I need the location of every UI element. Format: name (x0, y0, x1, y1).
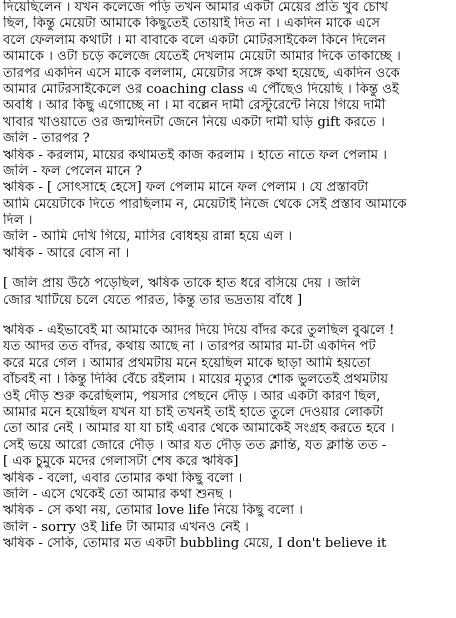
text-line: আমি মেয়েটাকে দিতে পারছিলাম ন, মেয়েটাই নিজে থেকে সেই প্রস্তাব আমাকে (3, 196, 407, 212)
text-line: সেই ভয়ে আরো জোরে দৌড় । আর যত দৌড় তত ক্লান্তি, যত ক্লান্তি তত - (3, 437, 387, 453)
text-line: অবধি । আর কিছু এগোচ্ছে না । মা বল্লেন দামী রেস্টুরেন্টে নিয়ে গিয়ে দামী (3, 98, 386, 114)
text-line: জলি - তারপর ? (3, 131, 90, 147)
text-line: তারপর একদিন এসে মাকে বললাম, মেয়েটার সঙ্গে কথা হয়েছে, একদিন ওকে (3, 65, 400, 81)
text-line: আমাকে । ওটা চড়ে কলেজে যেতেই দেখলাম মেয়েটা আমার দিকে তাকাচ্ছে । (3, 49, 401, 65)
text-line: আমার মোটরসাইকেলে ওর coaching class এ পৌঁছেও দিয়েছি । কিন্তু ওই (3, 81, 399, 97)
text-line: ঋষিক - সে কথা নয়, তোমার love life নিয়ে কিছু বলো । (3, 503, 303, 519)
text-line: [ এক চুমুকে মদের গেলাসটা শেষ করে ঋষিক] (3, 454, 239, 470)
text-line: খাবার খাওয়াতে ওর জন্মদিনটা জেনে নিয়ে একটা দামী ঘড়ি gift করতে । (3, 114, 386, 130)
text-line: ঋষিক - বলো, এবার তোমার কথা কিছু বলো । (3, 470, 243, 486)
text-line: দিল । (3, 213, 33, 229)
text-line: ঋষিক - করলাম, মায়ের কথামতই কাজ করলাম । হাতে নাতে ফল পেলাম । (3, 147, 388, 163)
text-line: ঋষিক - আরে বোস না । (3, 245, 130, 261)
stage-direction (3, 276, 453, 309)
document-page (3, 0, 453, 553)
text-line: বলে ফেললাম কথাটা । মা বাবাকে বলে একটা মোটরসাইকেল কিনে দিলেন (3, 32, 386, 48)
text-line: ঋষিক - এইভাবেই মা আমাকে আদর দিয়ে দিয়ে বাঁদর করে তুলছিল বুঝলে ! (3, 323, 395, 339)
text-line: বাঁচবই না । কিন্তু দিব্বি বেঁচে রইলাম । মায়ের মৃত্যুর শোক ভুলতেই প্রথমটায় (3, 372, 389, 388)
paragraph-gap (3, 309, 453, 323)
text-line: আমার মনে হয়েছিল যখন যা চাই তখনই তাই হাতে তুলে দেওয়ার লোকটা (3, 404, 384, 420)
stage-direction-line: [ জলি প্রায় উঠে পড়েছিল, ঋষিক তাকে হাত ধরে বসিয়ে দেয় । জলি (3, 276, 361, 292)
text-line: ছিল, কিন্তু মেয়েটা আমাকে কিছুতেই তোয়াই দিত না । একদিন মাকে এসে (3, 16, 380, 32)
text-line: ঋষিক - [ সোৎসাহে হেসে] ফল পেলাম মানে ফল পেলাম । যে প্রস্তাবটা (3, 180, 369, 196)
text-line: জলি - sorry ওই life টা আমার এখনও নেই । (3, 519, 249, 535)
dialogue-section-2 (3, 323, 453, 552)
text-line: জলি - ফল পেলেন মানে ? (3, 163, 142, 179)
text-line: ঋষিক - সেকি, তোমার মত একটা bubbling মেয়ে, I don't believe it (3, 536, 387, 552)
text-line: জলি - এসে থেকেই তো আমার কথা শুনছ । (3, 486, 233, 502)
text-line: ওই দৌড় শুরু করেছিলাম, পয়সার পেছনে দৌড় । আর একটা কারণ ছিল, (3, 388, 381, 404)
text-line: জলি - আমি দেখি গিয়ে, মাসির বোধহয় রান্না হয়ে এল । (3, 229, 293, 245)
text-line: তো আর নেই । আমার যা যা চাই এবার থেকে আমাকেই সংগ্রহ করতে হবে । (3, 421, 395, 437)
text-line: যত আদর তত বাঁদর, কথায় আছে না । তারপর আমার মা-টা একদিন পট (3, 339, 376, 355)
paragraph-gap (3, 262, 453, 276)
stage-direction-line: জোর খাটিয়ে চলে যেতে পারত, কিন্তু তার ভদ্রতায় বাঁধে ] (3, 292, 303, 308)
dialogue-section-1 (3, 0, 453, 262)
text-line: দিয়েছিলেন । যখন কলেজে পড়ি তখন আমার একটা মেয়ের প্রতি খুব চোখ (3, 0, 389, 15)
text-line: করে মরে গেল । আমার প্রথমটায় মনে হয়েছিল মাকে ছাড়া আমি হয়তো (3, 355, 371, 371)
